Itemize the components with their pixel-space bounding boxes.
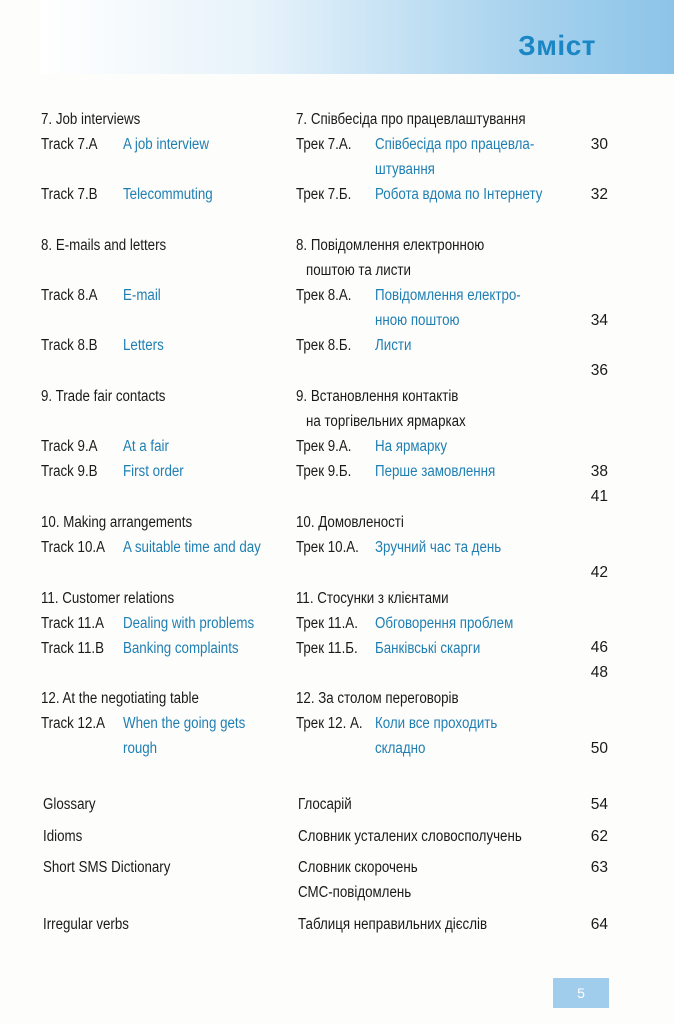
page-ref: 42: [590, 564, 608, 581]
page-ref: 54: [590, 796, 608, 813]
track-code-ua: Трек 7.А.: [296, 136, 352, 153]
section-heading-en: 12. At the negotiating table: [41, 690, 199, 707]
track-code-ua: Трек 8.Б.: [296, 337, 352, 354]
track-title-en: Banking complaints: [123, 640, 239, 657]
track-title-ua: Листи: [375, 337, 412, 354]
page-ref: 36: [590, 362, 608, 379]
track-title-ua: Обговорення проблем: [375, 615, 514, 632]
track-code-en: Track 11.A: [41, 615, 104, 632]
track-code-ua: Трек 8.А.: [296, 287, 352, 304]
page-ref: 41: [590, 488, 608, 505]
section-heading-en: 8. E-mails and letters: [41, 237, 167, 254]
section-heading-ua: 7. Співбесіда про працевлаштування: [296, 111, 526, 128]
page-number-badge: 5: [553, 978, 609, 1008]
track-code-ua: Трек 10.А.: [296, 539, 359, 556]
page-ref: 64: [590, 916, 608, 933]
appendix-item-en: Glossary: [43, 796, 96, 813]
track-code-en: Track 11.B: [41, 640, 104, 657]
track-code-ua: Трек 9.А.: [296, 438, 352, 455]
track-code-en: Track 9.B: [41, 463, 98, 480]
track-code-ua: Трек 7.Б.: [296, 186, 352, 203]
page-ref: 34: [590, 312, 608, 329]
track-code-en: Track 9.A: [41, 438, 98, 455]
track-code-en: Track 8.A: [41, 287, 98, 304]
track-code-en: Track 12.A: [41, 715, 105, 732]
track-title-en: At a fair: [123, 438, 169, 455]
track-code-en: Track 10.A: [41, 539, 105, 556]
appendix-item-ua: Таблиця неправильних дієслів: [298, 916, 488, 933]
appendix-item-ua: Словник усталених словосполучень: [298, 828, 522, 845]
track-title-en: Letters: [123, 337, 164, 354]
track-title-en: rough: [123, 740, 158, 757]
track-code-ua: Трек 9.Б.: [296, 463, 352, 480]
section-heading-ua: 10. Домовленості: [296, 514, 404, 531]
track-title-en: When the going gets: [123, 715, 246, 732]
section-heading-en: 11. Customer relations: [41, 590, 175, 607]
section-heading-en: 10. Making arrangements: [41, 514, 193, 531]
track-title-en: A suitable time and day: [123, 539, 261, 556]
track-code-ua: Трек 12. А.: [296, 715, 363, 732]
appendix-item-ua: Глосарій: [298, 796, 352, 813]
track-title-en: E-mail: [123, 287, 161, 304]
appendix-item-ua: Словник скорочень: [298, 859, 418, 876]
track-code-en: Track 8.B: [41, 337, 98, 354]
track-title-en: Dealing with problems: [123, 615, 255, 632]
track-title-ua: Перше замовлення: [375, 463, 496, 480]
section-heading-ua: 8. Повідомлення електронною: [296, 237, 485, 254]
page-ref: 32: [590, 186, 608, 203]
track-code-en: Track 7.B: [41, 186, 98, 203]
track-title-ua: Зручний час та день: [375, 539, 502, 556]
track-title-ua: Робота вдома по Інтернету: [375, 186, 543, 203]
track-title-en: First order: [123, 463, 184, 480]
section-heading-ua: 11. Стосунки з клієнтами: [296, 590, 449, 607]
track-title-en: A job interview: [123, 136, 209, 153]
section-heading-ua: 9. Встановлення контактів: [296, 388, 459, 405]
track-title-ua: нною поштою: [375, 312, 460, 329]
page-ref: 46: [590, 639, 608, 656]
page-title: Зміст: [518, 30, 596, 61]
page-ref: 30: [590, 136, 608, 153]
appendix-item-en: Irregular verbs: [43, 916, 129, 933]
track-title-ua: Коли все проходить: [375, 715, 498, 732]
track-code-en: Track 7.A: [41, 136, 98, 153]
page-ref: 63: [590, 859, 608, 876]
track-title-ua: На ярмарку: [375, 438, 448, 455]
section-heading-ua: поштою та листи: [306, 262, 411, 279]
track-title-ua: Повідомлення електро-: [375, 287, 521, 304]
page-ref: 48: [590, 664, 608, 681]
track-title-ua: Співбесіда про працевла-: [375, 136, 535, 153]
section-heading-en: 9. Trade fair contacts: [41, 388, 166, 405]
page-ref: 50: [590, 740, 608, 757]
section-heading-en: 7. Job interviews: [41, 111, 141, 128]
track-code-ua: Трек 11.А.: [296, 615, 358, 632]
appendix-item-ua: СМС-повідомлень: [298, 884, 412, 901]
appendix-item-en: Short SMS Dictionary: [43, 859, 171, 876]
section-heading-ua: на торгівельних ярмарках: [306, 413, 466, 430]
track-code-ua: Трек 11.Б.: [296, 640, 358, 657]
page-ref: 62: [590, 828, 608, 845]
track-title-en: Telecommuting: [123, 186, 213, 203]
page-ref: 38: [590, 463, 608, 480]
section-heading-ua: 12. За столом переговорів: [296, 690, 459, 707]
track-title-ua: складно: [375, 740, 426, 757]
appendix-item-en: Idioms: [43, 828, 83, 845]
track-title-ua: Банківські скарги: [375, 640, 481, 657]
track-title-ua: штування: [375, 161, 435, 178]
